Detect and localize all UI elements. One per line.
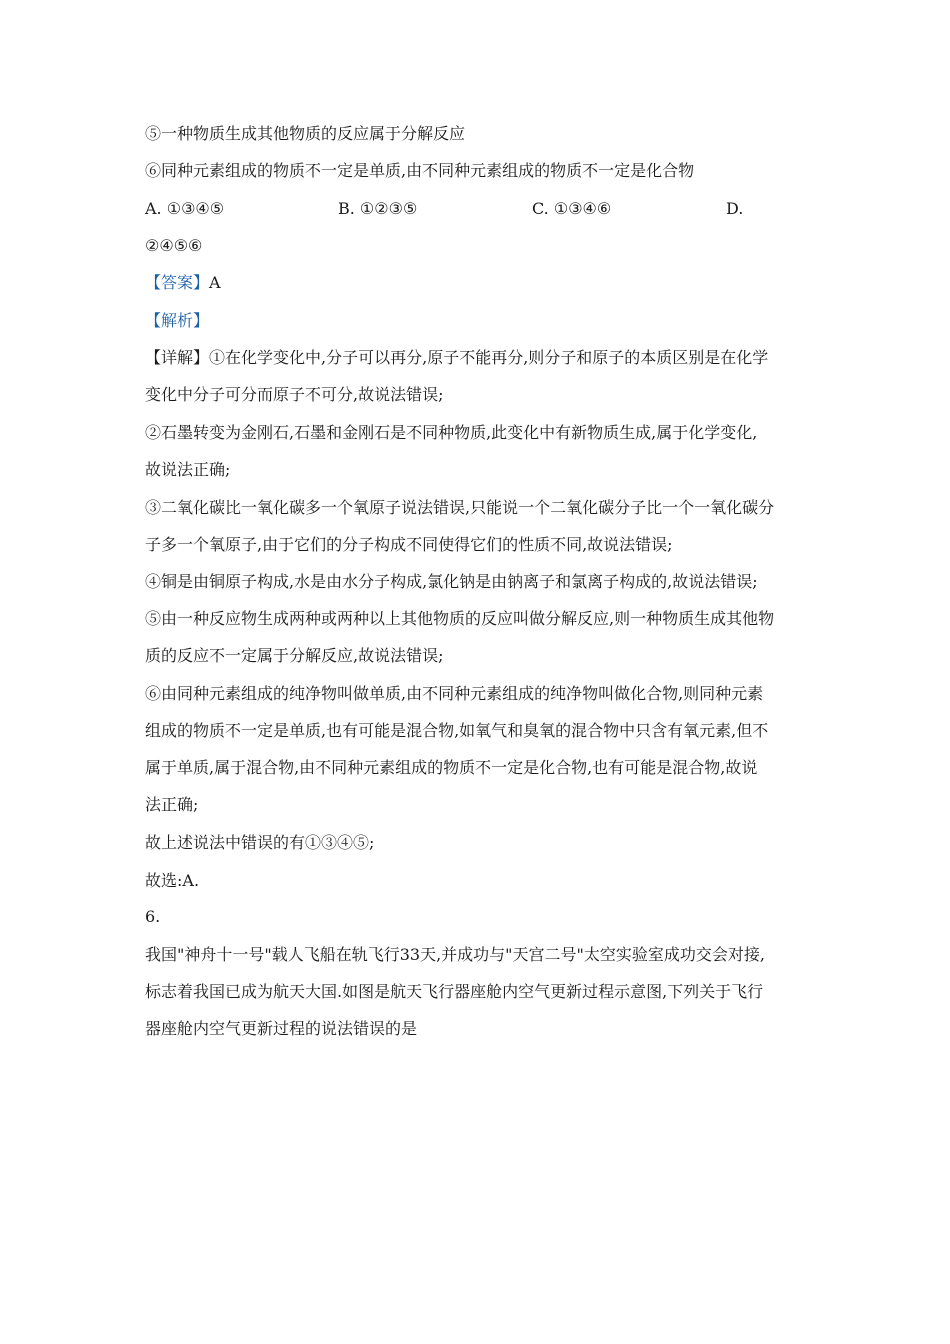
- explanation-line: ①在化学变化中,分子可以再分,原子不能再分,则分子和原子的本质区别是在化学: [209, 348, 769, 367]
- question-text-line: 标志着我国已成为航天大国.如图是航天飞行器座舱内空气更新过程示意图,下列关于飞行: [145, 982, 764, 1001]
- explanation-line: ④铜是由铜原子构成,水是由水分子构成,氯化钠是由钠离子和氯离子构成的,故说法错误;: [145, 572, 758, 591]
- option-d-label: D.: [726, 199, 744, 218]
- detail-line: [145, 348, 815, 368]
- explanation-line: 变化中分子可分而原子不可分,故说法错误;: [145, 385, 444, 404]
- analysis-label: 【解析】: [145, 311, 210, 330]
- answer-value: A: [209, 273, 221, 292]
- explanation-line: ⑥由同种元素组成的纯净物叫做单质,由不同种元素组成的纯净物叫做化合物,则同种元素: [145, 684, 764, 703]
- statement-6: ⑥同种元素组成的物质不一定是单质,由不同种元素组成的物质不一定是化合物: [145, 161, 695, 180]
- explanation-line: 属于单质,属于混合物,由不同种元素组成的物质不一定是化合物,也有可能是混合物,故说: [145, 758, 758, 777]
- detail-label: 【详解】: [145, 348, 210, 367]
- explanation-line: ②石墨转变为金刚石,石墨和金刚石是不同种物质,此变化中有新物质生成,属于化学变化,: [145, 423, 758, 442]
- option-c: C. ①③④⑥: [532, 199, 612, 218]
- explanation-line: 故上述说法中错误的有①③④⑤;: [145, 833, 375, 852]
- question-text-line: 器座舱内空气更新过程的说法错误的是: [145, 1019, 418, 1038]
- explanation-line: 故说法正确;: [145, 460, 231, 479]
- explanation-line: 子多一个氧原子,由于它们的分子构成不同使得它们的性质不同,故说法错误;: [145, 535, 673, 554]
- answer-label: 【答案】: [145, 273, 210, 292]
- explanation-line: ③二氧化碳比一氧化碳多一个氧原子说法错误,只能说一个二氧化碳分子比一个一氧化碳分: [145, 498, 775, 517]
- answer-line: [145, 273, 815, 293]
- analysis-line: [145, 311, 815, 331]
- explanation-line: ⑤由一种反应物生成两种或两种以上其他物质的反应叫做分解反应,则一种物质生成其他物: [145, 609, 775, 628]
- question-text-line: 我国"神舟十一号"载人飞船在轨飞行33天,并成功与"天宫二号"太空实验室成功交会对接,: [145, 945, 765, 964]
- option-a: A. ①③④⑤: [145, 199, 225, 218]
- explanation-line: 法正确;: [145, 795, 199, 814]
- question-number: 6.: [145, 907, 161, 926]
- explanation-line: 质的反应不一定属于分解反应,故说法错误;: [145, 646, 444, 665]
- explanation-line: 组成的物质不一定是单质,也有可能是混合物,如氧气和臭氧的混合物中只含有氧元素,但不: [145, 721, 769, 740]
- statement-5: ⑤一种物质生成其他物质的反应属于分解反应: [145, 124, 466, 143]
- option-d-value: ②④⑤⑥: [145, 236, 203, 255]
- explanation-line: 故选:A.: [145, 871, 200, 890]
- option-b: B. ①②③⑤: [338, 199, 418, 218]
